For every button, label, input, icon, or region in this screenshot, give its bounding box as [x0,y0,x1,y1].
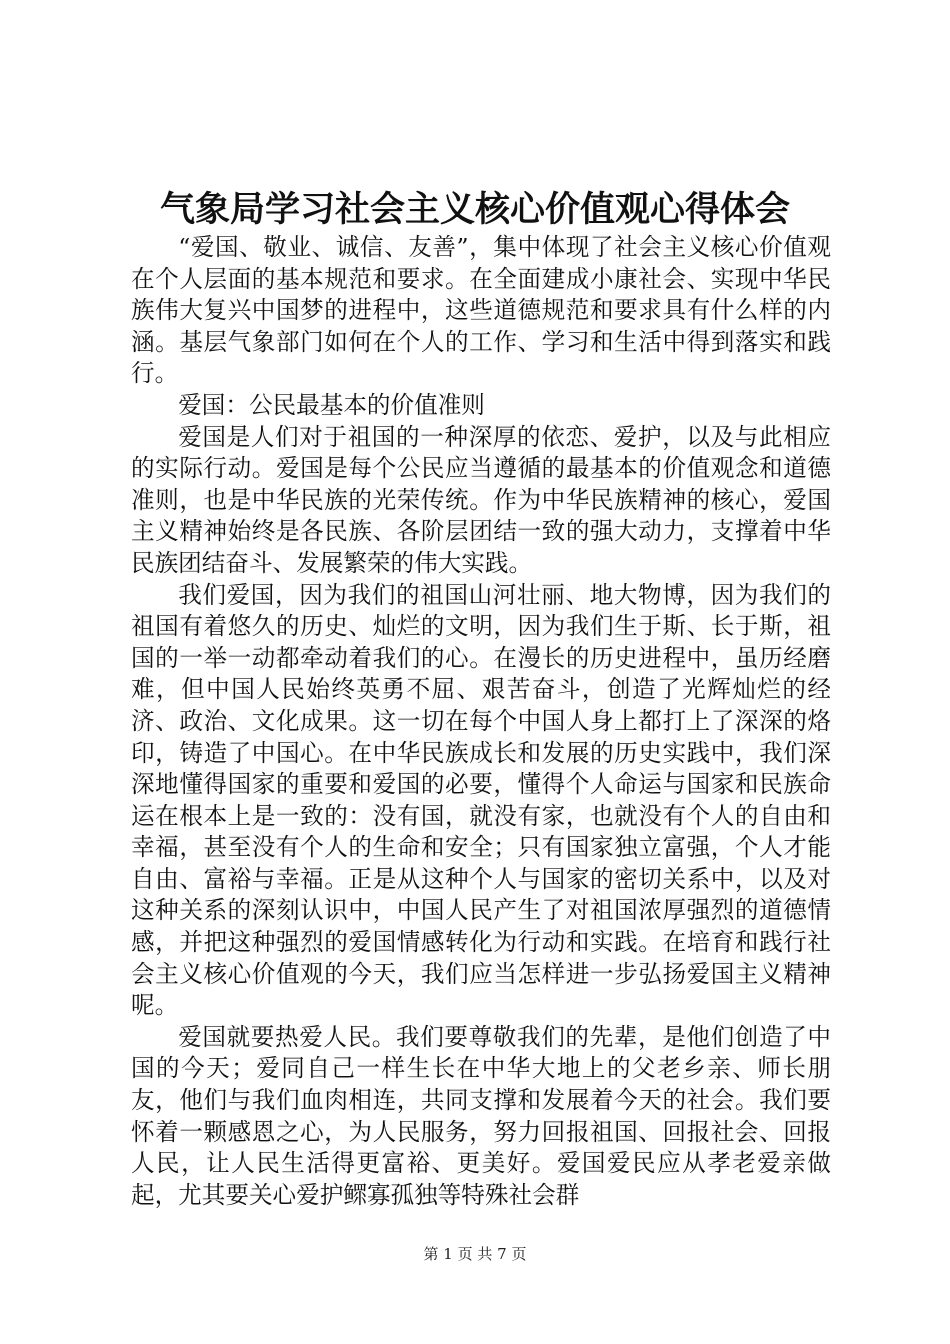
paragraph-love-the-people: 爱国就要热爱人民。我们要尊敬我们的先辈，是他们创造了中国的今天；爱同自己一样生长在中华大地上的父老乡亲、师长朋友，他们与我们血肉相连，共同支撑和发展着今天的社会。我们要怀着一颗感恩之心，为人民服务，努力回报祖国、回报社会、回报人民，让人民生活得更富裕、更美好。爱国爱民应从孝老爱亲做起，尤其要关心爱护鳏寡孤独等特殊社会群 [131,1022,831,1209]
section-heading-patriotism: 爱国：公民最基本的价值准则 [178,390,485,419]
paragraph-why-we-love-country: 我们爱国，因为我们的祖国山河壮丽、地大物博，因为我们的祖国有着悠久的历史、灿烂的文明，因为我们生于斯、长于斯，祖国的一举一动都牵动着我们的心。在漫长的历史进程中，虽历经磨难，但中国人民始终英勇不屈、艰苦奋斗，创造了光辉灿烂的经济、政治、文化成果。这一切在每个中国人身上都打上了深深的烙印，铸造了中国心。在中华民族成长和发展的历史实践中，我们深深地懂得国家的重要和爱国的必要，懂得个人命运与国家和民族命运在根本上是一致的：没有国，就没有家，也就没有个人的自由和幸福，甚至没有个人的生命和安全；只有国家独立富强，个人才能自由、富裕与幸福。正是从这种个人与国家的密切关系中，以及对这种关系的深刻认识中，中国人民产生了对祖国浓厚强烈的道德情感，并把这种强烈的爱国情感转化为行动和实践。在培育和践行社会主义核心价值观的今天，我们应当怎样进一步弘扬爱国主义精神呢。 [131,580,831,1020]
document-body [131,232,831,1211]
paragraph-intro: “爱国、敬业、诚信、友善”，集中体现了社会主义核心价值观在个人层面的基本规范和要求。在全面建成小康社会、实现中华民族伟大复兴中国梦的进程中，这些道德规范和要求具有什么样的内涵。基层气象部门如何在个人的工作、学习和生活中得到落实和践行。 [131,233,831,388]
page-number-footer: 第 1 页 共 7 页 [423,1245,527,1263]
document-title: 气象局学习社会主义核心价值观心得体会 [159,190,790,230]
paragraph-patriotism-definition: 爱国是人们对于祖国的一种深厚的依恋、爱护，以及与此相应的实际行动。爱国是每个公民应当遵循的最基本的价值观念和道德准则，也是中华民族的光荣传统。作为中华民族精神的核心，爱国主义精神始终是各民族、各阶层团结一致的强大动力，支撑着中华民族团结奋斗、发展繁荣的伟大实践。 [131,422,831,577]
